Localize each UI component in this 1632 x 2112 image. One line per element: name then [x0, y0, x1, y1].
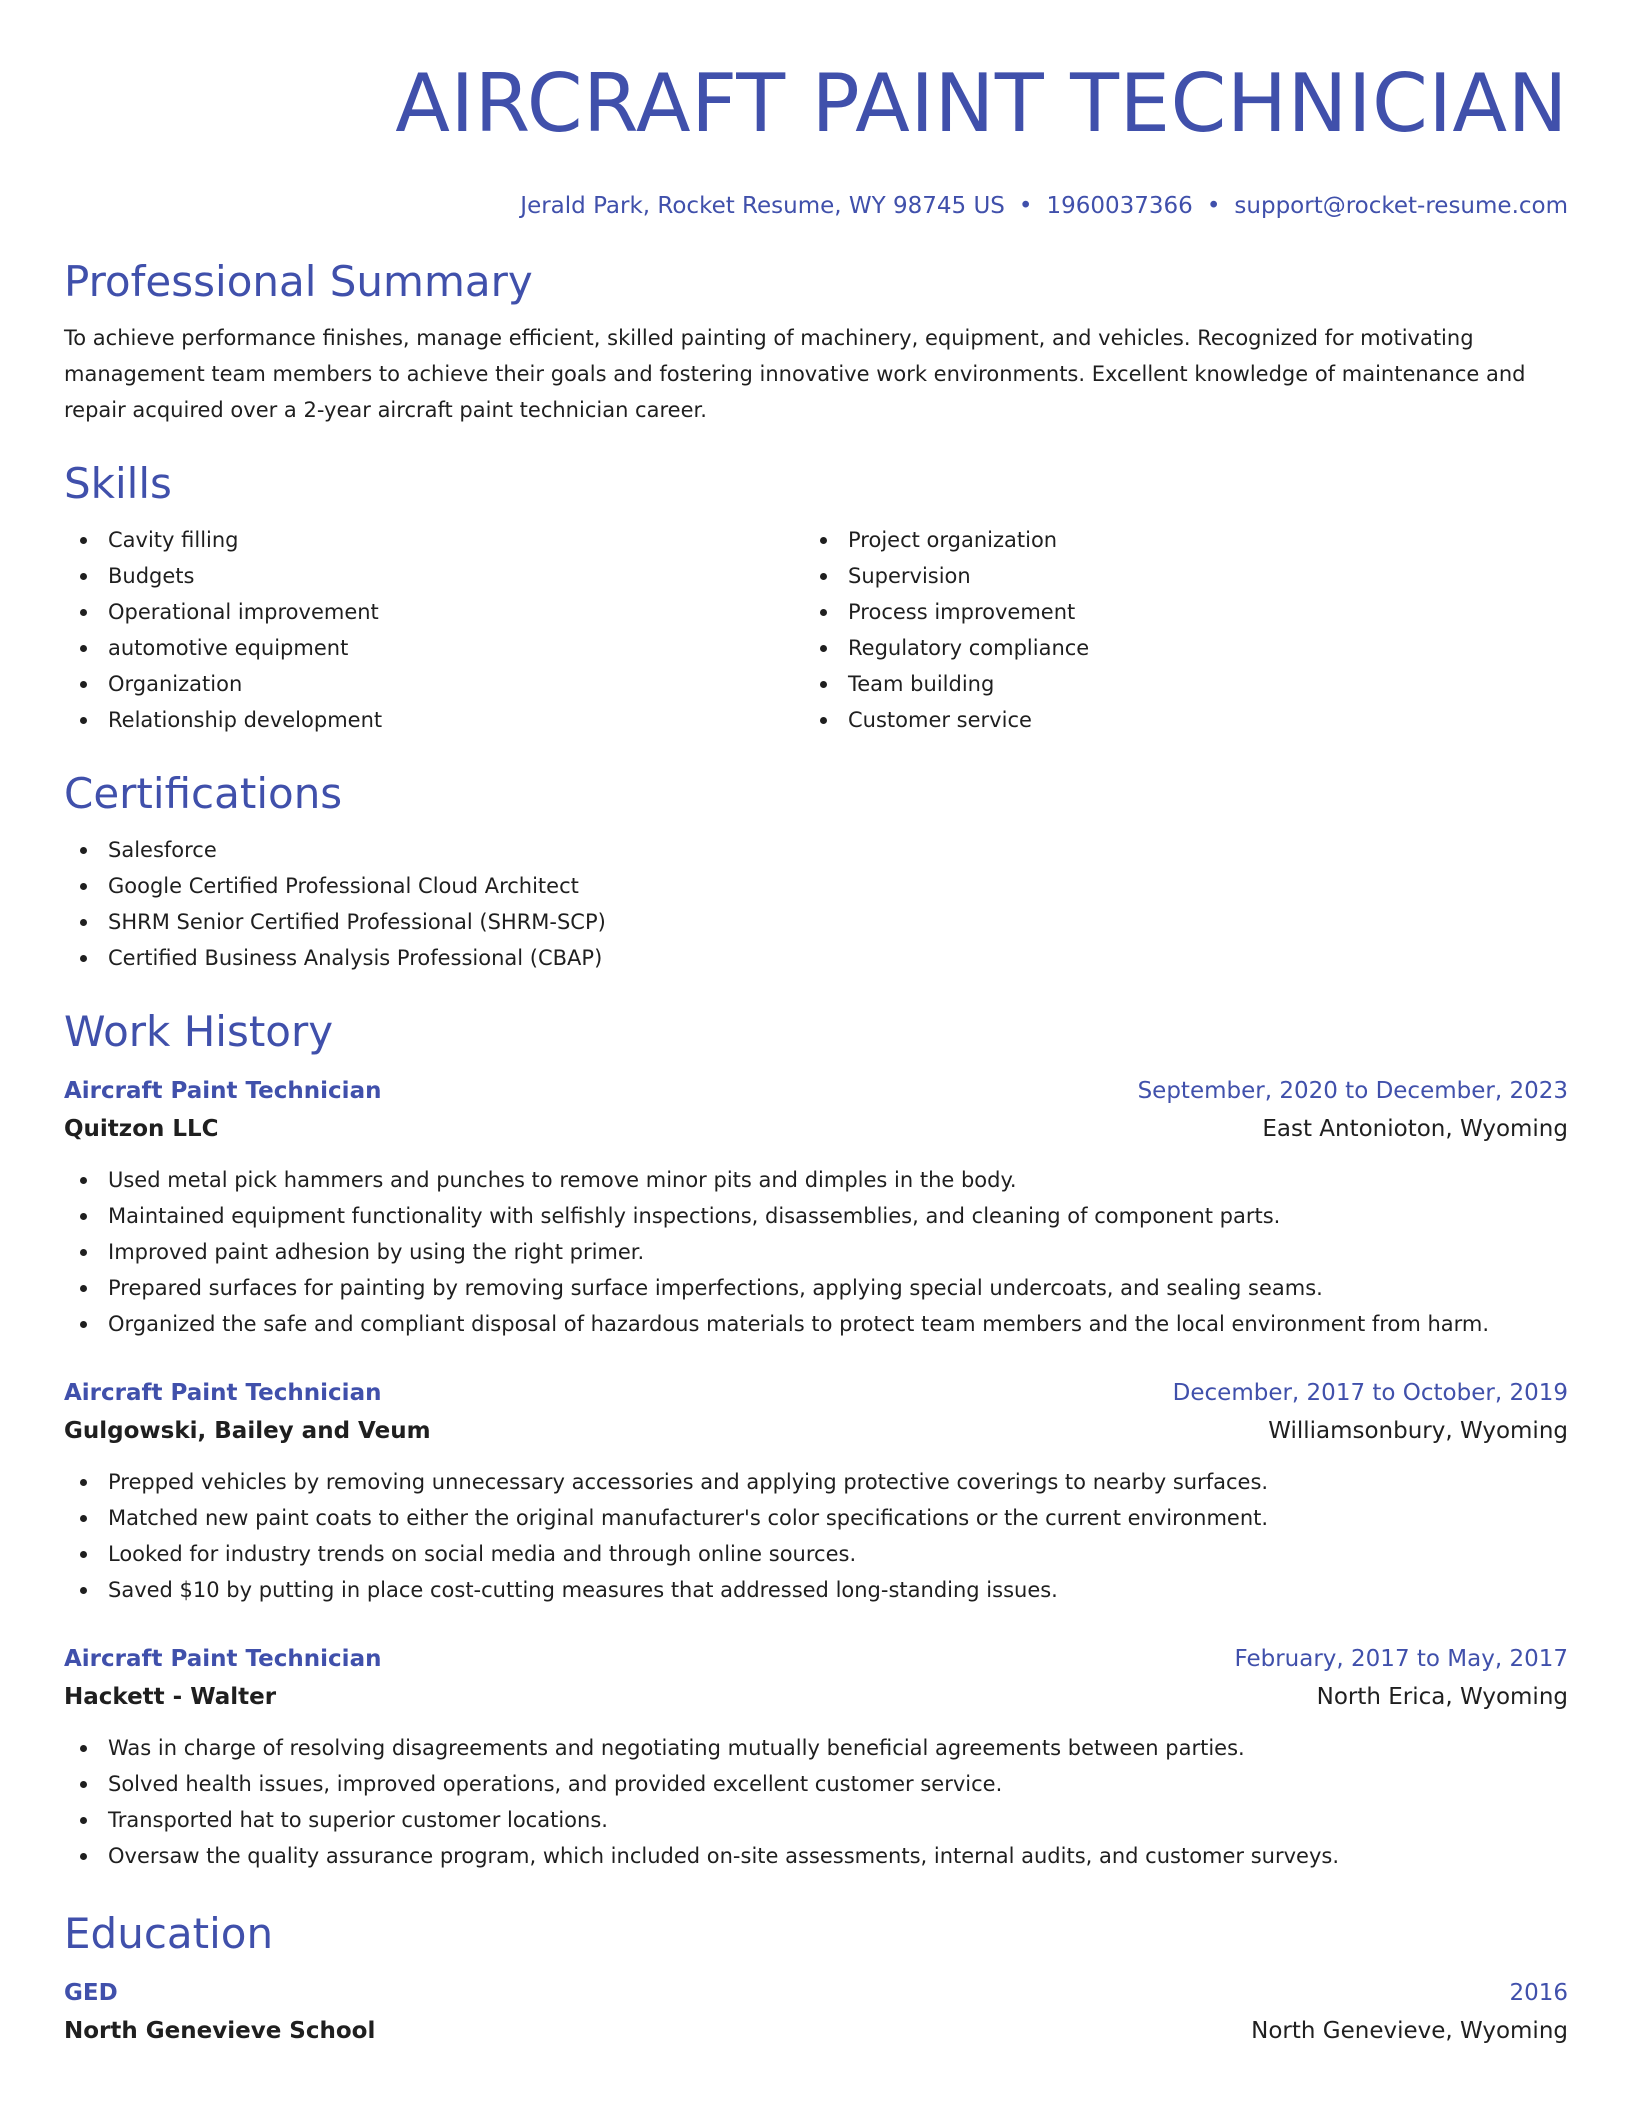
work-history-heading: Work History: [64, 1007, 334, 1056]
certifications-list: [64, 832, 1568, 976]
skill-item: Customer service: [804, 702, 1544, 738]
contact-email: support@rocket-resume.com: [1234, 193, 1568, 219]
job-company: Hackett - Walter: [64, 1684, 277, 1710]
skills-grid: [64, 522, 1568, 738]
skills-list-right: [804, 522, 1544, 738]
education-school: North Genevieve School: [64, 2018, 376, 2044]
education-degree: GED: [64, 1980, 118, 2006]
job-header-row: [64, 1640, 1568, 1678]
job-bullet: Prepared surfaces for painting by removing surface imperfections, applying special undercoats, and sealing seams.: [64, 1270, 1568, 1306]
education-entry: [64, 1974, 1568, 2050]
contact-phone: 1960037366: [1046, 193, 1193, 219]
job-bullet: Oversaw the quality assurance program, which included on-site assessments, internal audits, and customer surveys.: [64, 1838, 1568, 1874]
skill-item: Cavity filling: [64, 522, 804, 558]
job-bullet: Solved health issues, improved operations, and provided excellent customer service.: [64, 1766, 1568, 1802]
skill-item: Team building: [804, 666, 1544, 702]
education-header-row: [64, 1974, 1568, 2012]
certification-item: Certified Business Analysis Professional (CBAP): [64, 940, 1568, 976]
job-bullet: Organized the safe and compliant disposal of hazardous materials to protect team members and the local environment from harm.: [64, 1306, 1568, 1342]
job-company-row: [64, 1110, 1568, 1148]
skills-list-left: [64, 522, 804, 738]
job-company: Quitzon LLC: [64, 1116, 219, 1142]
job-bullet: Improved paint adhesion by using the right primer.: [64, 1234, 1568, 1270]
summary-heading: Professional Summary: [64, 257, 533, 306]
certification-item: SHRM Senior Certified Professional (SHRM-SCP): [64, 904, 1568, 940]
contact-address: Jerald Park, Rocket Resume, WY 98745 US: [520, 193, 1005, 219]
job-header-row: [64, 1072, 1568, 1110]
job-bullet: Used metal pick hammers and punches to remove minor pits and dimples in the body.: [64, 1162, 1568, 1198]
job-entry: [64, 1374, 1568, 1608]
education-heading: Education: [64, 1909, 274, 1958]
education-year: 2016: [1509, 1980, 1568, 2006]
education-school-row: [64, 2012, 1568, 2050]
job-role: Aircraft Paint Technician: [64, 1078, 382, 1104]
skill-item: Regulatory compliance: [804, 630, 1544, 666]
job-location: North Erica, Wyoming: [1316, 1684, 1568, 1710]
job-location: Williamsonbury, Wyoming: [1268, 1418, 1568, 1444]
certification-item: Google Certified Professional Cloud Architect: [64, 868, 1568, 904]
job-company-row: [64, 1678, 1568, 1716]
job-bullets: [64, 1162, 1568, 1342]
job-dates: February, 2017 to May, 2017: [1234, 1646, 1568, 1672]
job-bullets: [64, 1464, 1568, 1608]
skill-item: automotive equipment: [64, 630, 804, 666]
resume-title: AIRCRAFT PAINT TECHNICIAN: [395, 57, 1568, 150]
skill-item: Operational improvement: [64, 594, 804, 630]
skill-item: Process improvement: [804, 594, 1544, 630]
job-location: East Antonioton, Wyoming: [1262, 1116, 1568, 1142]
job-bullet: Transported hat to superior customer locations.: [64, 1802, 1568, 1838]
skill-item: Relationship development: [64, 702, 804, 738]
job-dates: December, 2017 to October, 2019: [1172, 1380, 1568, 1406]
skill-item: Budgets: [64, 558, 804, 594]
certifications-heading: Certifications: [64, 769, 343, 818]
job-entry: [64, 1640, 1568, 1874]
skill-item: Supervision: [804, 558, 1544, 594]
contact-separator: •: [1206, 193, 1221, 219]
skill-item: Project organization: [804, 522, 1544, 558]
job-dates: September, 2020 to December, 2023: [1137, 1078, 1568, 1104]
contact-line: [64, 190, 1568, 222]
job-bullet: Prepped vehicles by removing unnecessary accessories and applying protective coverings to nearby surfaces.: [64, 1464, 1568, 1500]
job-bullet: Was in charge of resolving disagreements and negotiating mutually beneficial agreements between parties.: [64, 1730, 1568, 1766]
job-bullet: Looked for industry trends on social media and through online sources.: [64, 1536, 1568, 1572]
job-role: Aircraft Paint Technician: [64, 1380, 382, 1406]
job-role: Aircraft Paint Technician: [64, 1646, 382, 1672]
job-header-row: [64, 1374, 1568, 1412]
education-location: North Genevieve, Wyoming: [1251, 2018, 1568, 2044]
job-bullet: Maintained equipment functionality with selfishly inspections, disassemblies, and cleaning of component parts.: [64, 1198, 1568, 1234]
job-bullet: Matched new paint coats to either the original manufacturer's color specifications or the current environment.: [64, 1500, 1568, 1536]
contact-separator: •: [1018, 193, 1033, 219]
summary-text: To achieve performance finishes, manage efficient, skilled painting of machinery, equipment, and vehicles. Recognized for motivating management team members to achieve their goals and fostering innovative work environments. Excellent knowledge of maintenance and repair acquired over a 2-year aircraft paint technician career.: [64, 326, 1526, 422]
skills-heading: Skills: [64, 459, 172, 508]
skill-item: Organization: [64, 666, 804, 702]
job-entry: [64, 1072, 1568, 1342]
job-bullet: Saved $10 by putting in place cost-cutting measures that addressed long-standing issues.: [64, 1572, 1568, 1608]
job-bullets: [64, 1730, 1568, 1874]
job-company: Gulgowski, Bailey and Veum: [64, 1418, 431, 1444]
job-company-row: [64, 1412, 1568, 1450]
certification-item: Salesforce: [64, 832, 1568, 868]
